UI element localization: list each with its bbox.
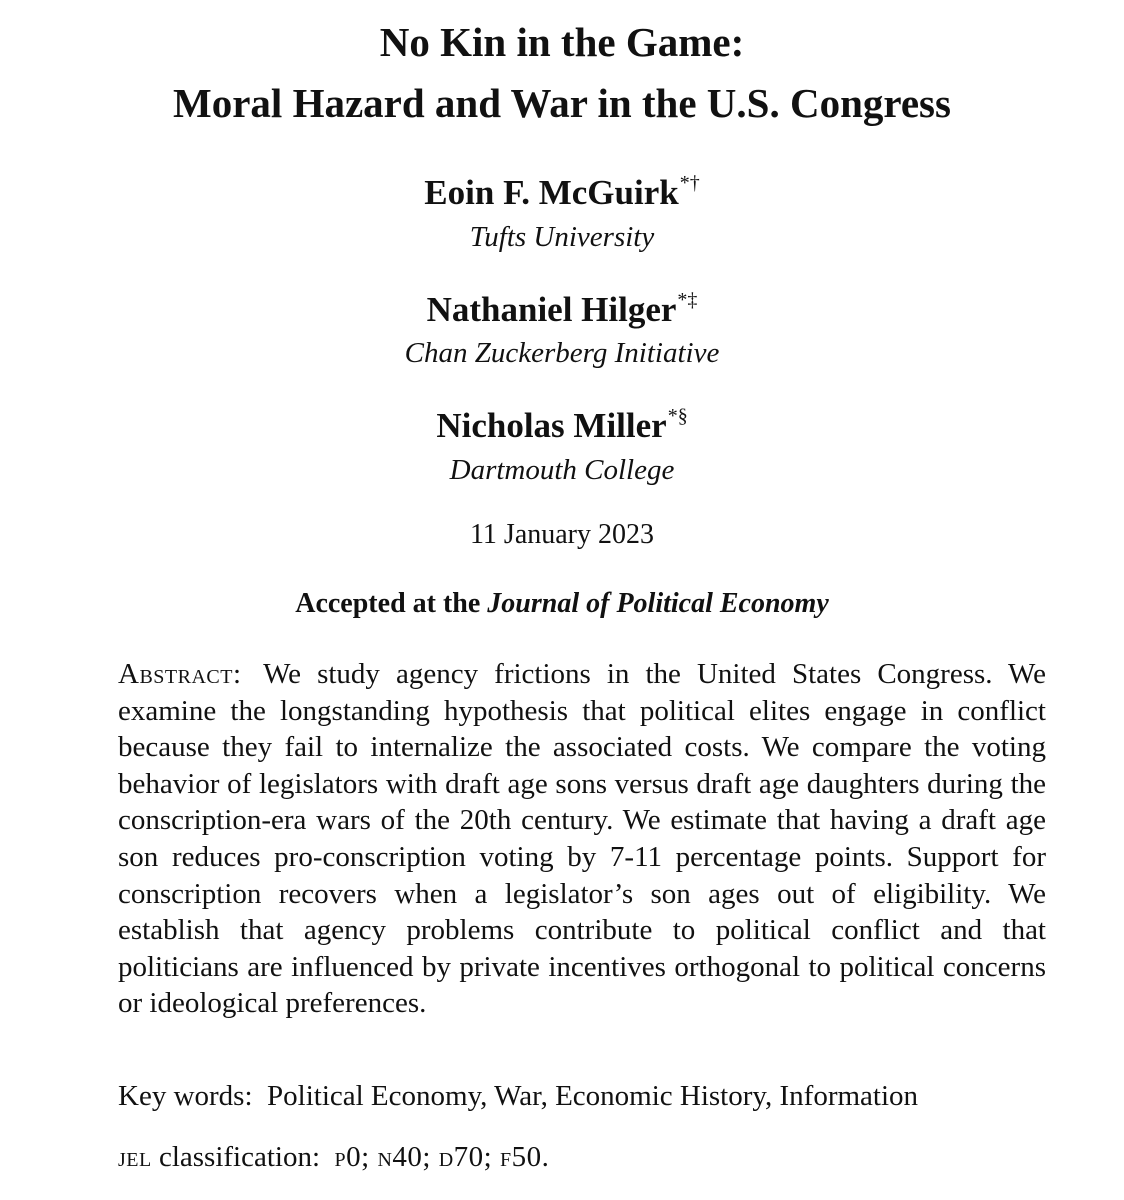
jel-classification-line — [118, 1143, 549, 1172]
jel-label-text: classification: — [158, 1141, 321, 1173]
acceptance-note — [0, 590, 1124, 618]
author-3-name-text: Nicholas Miller — [436, 406, 667, 445]
author-name-2 — [0, 289, 1124, 329]
author-affiliation-3: Dartmouth College — [449, 454, 675, 486]
author-1-name-text: Eoin F. McGuirk — [424, 173, 679, 212]
author-affiliation-2: Chan Zuckerberg Initiative — [404, 337, 720, 369]
jel-codes: p0; n40; d70; f50. — [334, 1141, 550, 1173]
keywords-line — [118, 1082, 918, 1111]
abstract-label: Abstract: — [118, 658, 242, 690]
author-1-footnote-marks[interactable]: *† — [679, 172, 700, 194]
author-2-footnote-marks[interactable]: *‡ — [677, 289, 698, 311]
jel-label-acronym: jel — [118, 1141, 152, 1173]
author-name-1 — [0, 172, 1124, 212]
keywords-text: Political Economy, War, Economic History, Information — [267, 1080, 919, 1112]
abstract-text: We study agency frictions in the United States Congress. We examine the longstanding hypothesis that political elites engage in conflict because they fail to internalize the associated costs. We compare the voting behavior of legislators with draft age sons versus draft age daughters during the conscription-era wars of the 20th century. We estimate that having a draft age son reduces pro-conscription voting by 7-11 percentage points. Support for conscription recovers when a legislator’s son ages out of eligibility. We establish that agency problems contribute to political conflict and that politicians are influenced by private incentives orthogonal to political concerns or ideological preferences. — [118, 658, 1046, 1020]
abstract-paragraph — [118, 656, 1046, 1022]
author-name-3 — [0, 405, 1124, 445]
paper-title-line-1: No Kin in the Game: — [379, 19, 745, 65]
acceptance-prefix: Accepted at the — [295, 588, 481, 619]
author-2-name-text: Nathaniel Hilger — [426, 290, 677, 329]
author-3-footnote-marks[interactable]: *§ — [667, 405, 688, 427]
author-affiliation-1: Tufts University — [469, 221, 655, 253]
paper-title-line-2: Moral Hazard and War in the U.S. Congress — [173, 80, 951, 126]
journal-name: Journal of Political Economy — [487, 588, 829, 619]
paper-date: 11 January 2023 — [469, 519, 655, 550]
keywords-label: Key words: — [118, 1080, 253, 1112]
